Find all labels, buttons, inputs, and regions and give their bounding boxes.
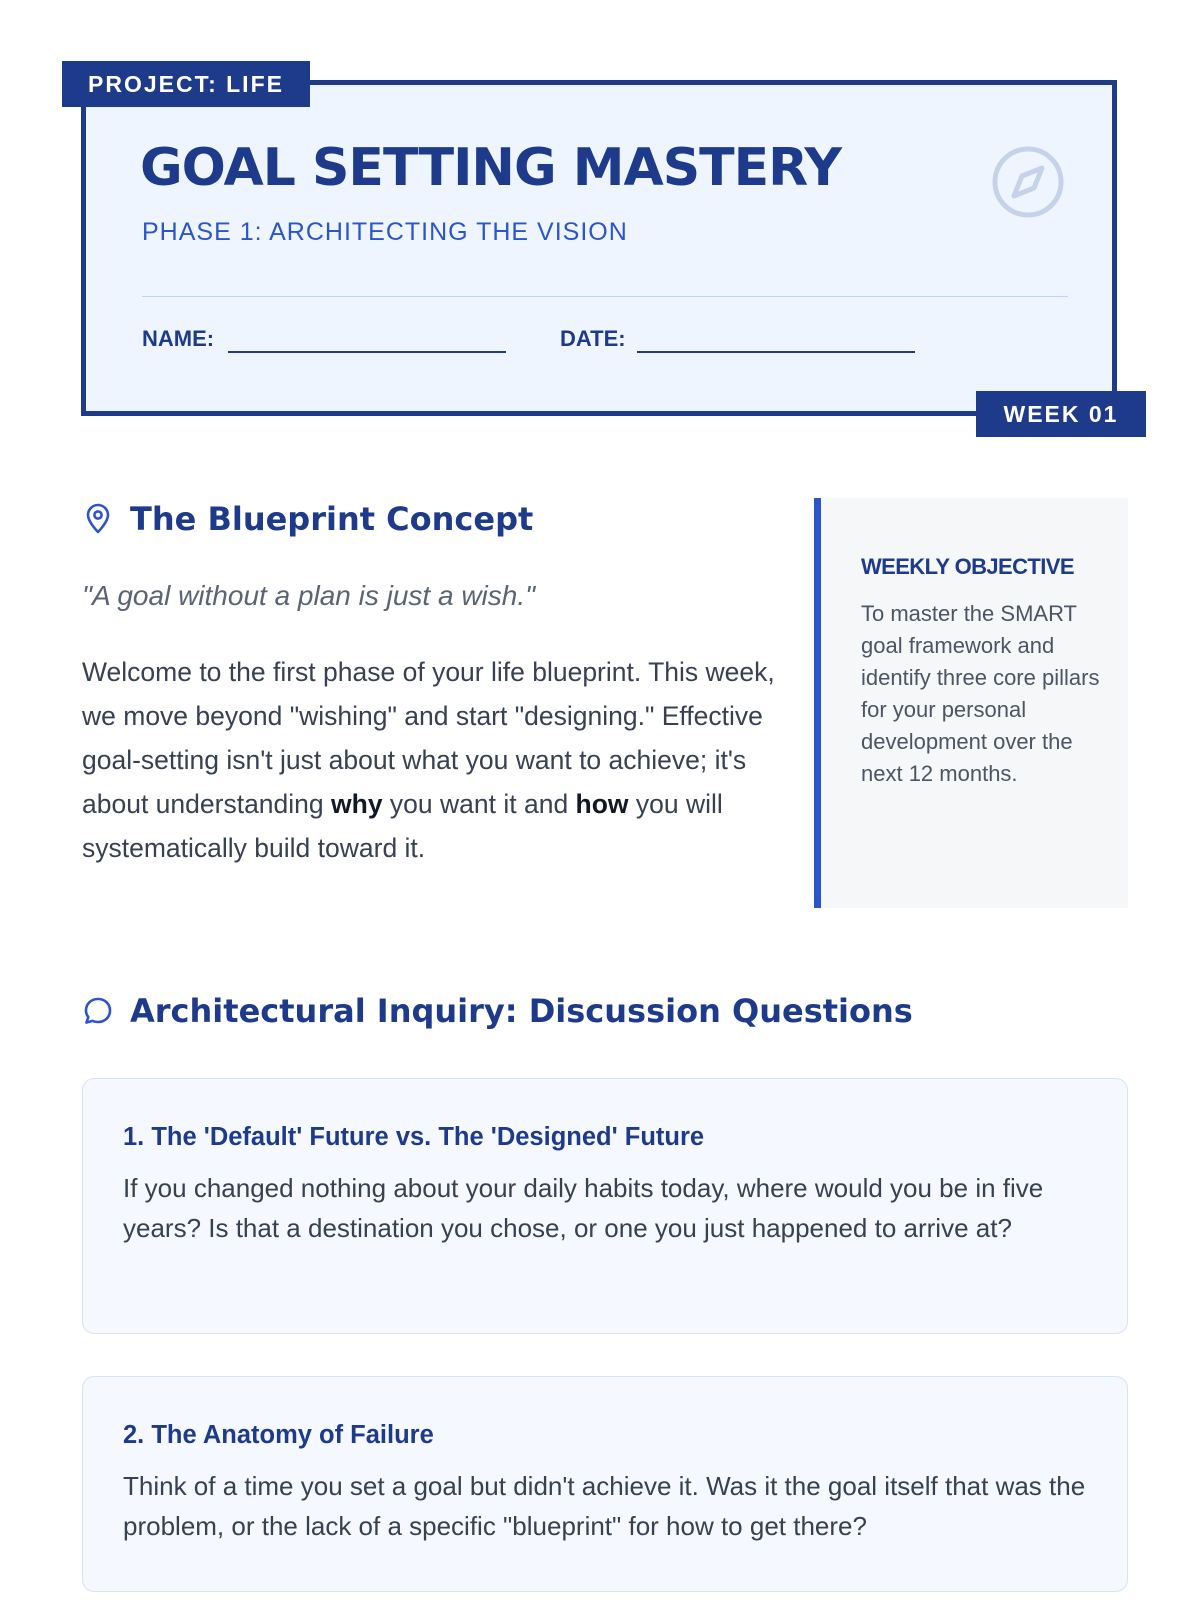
name-field[interactable]	[228, 351, 506, 353]
question-title: 2. The Anatomy of Failure	[123, 1421, 434, 1449]
blueprint-heading	[82, 500, 533, 538]
blueprint-body	[82, 650, 782, 870]
question-text: If you changed nothing about your daily habits today, where would you be in five years? Is that a destination you chose, or one you just happened to arrive at?	[123, 1173, 1044, 1243]
body-bold-why: why	[331, 789, 383, 819]
quote: "A goal without a plan is just a wish."	[82, 580, 536, 611]
compass-icon	[990, 144, 1066, 220]
discussion-heading-text: Architectural Inquiry: Discussion Questions	[130, 992, 913, 1030]
blueprint-heading-text: The Blueprint Concept	[130, 500, 534, 538]
chat-bubble-icon	[82, 995, 114, 1027]
header-card	[81, 80, 1117, 416]
discussion-heading	[82, 992, 913, 1030]
question-card	[82, 1078, 1128, 1334]
map-pin-icon	[82, 503, 114, 535]
body-bold-how: how	[575, 789, 629, 819]
weekly-objective-callout	[814, 498, 1128, 908]
objective-title: WEEKLY OBJECTIVE	[861, 554, 1074, 579]
objective-text: To master the SMART goal framework and identify three core pillars for your personal development over the next 12 months.	[861, 601, 1100, 786]
date-field[interactable]	[637, 351, 915, 353]
question-title: 1. The 'Default' Future vs. The 'Designed' Future	[123, 1123, 705, 1151]
question-text: Think of a time you set a goal but didn't achieve it. Was it the goal itself that was the problem, or the lack of a specific "blueprint" for how to get there?	[123, 1471, 1086, 1541]
question-card	[82, 1376, 1128, 1592]
week-tag: WEEK 01	[976, 391, 1146, 437]
page-title: GOAL SETTING MASTERY	[140, 138, 842, 198]
body-text-3: you will systematically build toward it.	[82, 789, 723, 863]
body-text-2: you want it and	[382, 789, 576, 819]
date-label: DATE:	[560, 326, 626, 351]
header-divider	[142, 296, 1068, 297]
body-text-1: Welcome to the first phase of your life blueprint. This week, we move beyond "wishing" and start "designing." Effective goal-setting isn't just about what you want to achieve; it's about understanding	[82, 657, 775, 819]
name-label: NAME:	[142, 326, 215, 351]
project-tag: PROJECT: LIFE	[62, 61, 310, 107]
page-subtitle: PHASE 1: ARCHITECTING THE VISION	[142, 218, 628, 246]
